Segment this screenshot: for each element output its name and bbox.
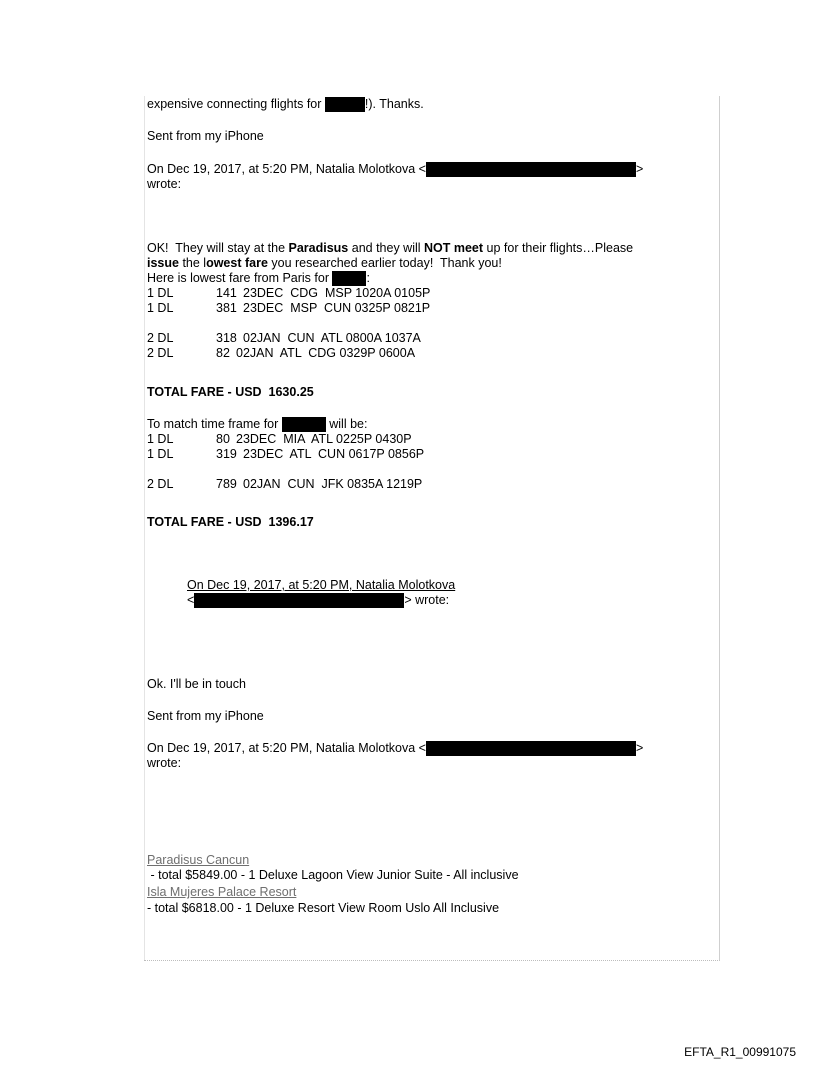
body-line: Here is lowest fare from Paris for : [147,271,370,285]
quote-header: On Dec 19, 2017, at 5:20 PM, Natalia Molotkova < > [147,162,644,176]
body-line: Ok. I'll be in touch [147,677,246,691]
quote-header-wrote: wrote: [147,177,182,191]
flight-row: 1 DL 141 23DEC CDG MSP 1020A 0105P [147,286,431,300]
flight-row: 2 DL 82 02JAN ATL CDG 0329P 0600A [147,346,416,360]
flight-row: 1 DL 80 23DEC MIA ATL 0225P 0430P [147,432,412,446]
redaction [332,271,366,286]
hotel-link-paradisus[interactable]: Paradisus Cancun [147,853,250,867]
hotel-link-isla-mujeres[interactable]: Isla Mujeres Palace Resort [147,885,297,899]
redaction [282,417,326,432]
body-line: To match time frame for will be: [147,417,368,431]
redaction [325,97,365,112]
flight-list-1 [147,286,430,361]
text-line: expensive connecting flights for !). Thanks. [147,97,424,111]
flight-list-2 [147,432,424,492]
flight-row: 1 DL 319 23DEC ATL CUN 0617P 0856P [147,447,425,461]
document-id: EFTA_R1_00991075 [684,1045,796,1059]
hotel-detail: - total $5849.00 - 1 Deluxe Lagoon View Junior Suite - All inclusive [147,868,519,882]
redaction [426,162,636,177]
redaction [194,593,404,608]
flight-row: 2 DL 789 02JAN CUN JFK 0835A 1219P [147,477,423,491]
redaction [426,741,636,756]
total-fare-2: TOTAL FARE - USD 1396.17 [147,515,314,529]
sent-from-line: Sent from my iPhone [147,129,264,143]
quote-header: On Dec 19, 2017, at 5:20 PM, Natalia Molotkova < > [147,741,644,755]
flight-row-spacer [147,462,424,477]
total-fare-1: TOTAL FARE - USD 1630.25 [147,385,314,399]
body-line: issue the lowest fare you researched earlier today! Thank you! [147,256,502,270]
quoted-header-email: < > wrote: [187,593,450,607]
body-line: OK! They will stay at the Paradisus and they will NOT meet up for their flights…Please [147,241,634,255]
hotel-detail: - total $6818.00 - 1 Deluxe Resort View Room Uslo All Inclusive [147,901,500,915]
quote-header-wrote: wrote: [147,756,182,770]
quoted-header: On Dec 19, 2017, at 5:20 PM, Natalia Molotkova [187,578,456,592]
flight-row-spacer [147,316,430,331]
sent-from-line: Sent from my iPhone [147,709,264,723]
flight-row: 1 DL 381 23DEC MSP CUN 0325P 0821P [147,301,431,315]
flight-row: 2 DL 318 02JAN CUN ATL 0800A 1037A [147,331,421,345]
